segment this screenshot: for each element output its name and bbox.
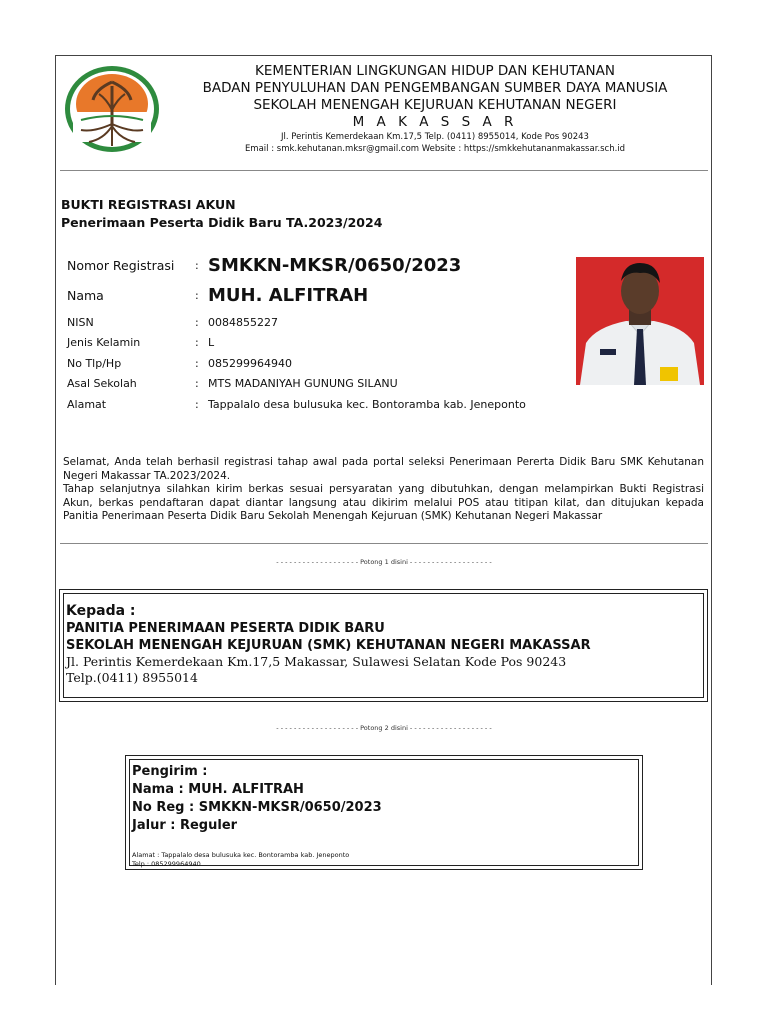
info-value: SMKKN-MKSR/0650/2023 xyxy=(208,254,462,276)
sender-address: Alamat : Tappalalo desa bulusuka kec. Bontoramba kab. Jeneponto xyxy=(132,851,350,859)
info-label: Nomor Registrasi xyxy=(67,257,175,273)
student-photo xyxy=(576,257,704,385)
recipient-school: SEKOLAH MENENGAH KEJURUAN (SMK) KEHUTANAN NEGERI MAKASSAR xyxy=(66,638,591,653)
info-row-address xyxy=(67,394,567,414)
school-contact: Email : smk.kehutanan.mksr@gmail.com Website : https://smkkehutananmakassar.sch.id xyxy=(244,144,626,154)
info-row-nisn xyxy=(67,312,567,332)
ministry-logo xyxy=(63,64,161,154)
info-value: 085299964940 xyxy=(208,356,292,370)
info-value: Tappalalo desa bulusuka kec. Bontoramba kab. Jeneponto xyxy=(208,397,526,411)
letterhead xyxy=(180,63,690,155)
info-value: MUH. ALFITRAH xyxy=(208,284,369,306)
agency-name: BADAN PENYULUHAN DAN PENGEMBANGAN SUMBER DAYA MANUSIA xyxy=(202,80,668,96)
info-colon: : xyxy=(195,258,199,272)
registration-info xyxy=(67,252,567,414)
recipient-phone: Telp.(0411) 8955014 xyxy=(66,670,198,685)
cut-line-1: - - - - - - - - - - - - - - - - - - - Potong 1 disini - - - - - - - - - - - - - - - - - - - xyxy=(276,558,492,566)
info-value: L xyxy=(208,336,215,349)
recipient-address: Jl. Perintis Kemerdekaan Km.17,5 Makassar, Sulawesi Selatan Kode Pos 90243 xyxy=(66,654,567,669)
sender-phone: Telp : 085299964940 xyxy=(132,860,201,868)
school-name: SEKOLAH MENENGAH KEJURUAN KEHUTANAN NEGERI xyxy=(253,97,617,113)
info-row-phone xyxy=(67,353,567,373)
info-label: Alamat xyxy=(67,397,107,411)
sender-path: Jalur : Reguler xyxy=(132,818,238,833)
info-colon: : xyxy=(195,315,199,329)
title-line-1: BUKTI REGISTRASI AKUN xyxy=(61,197,236,212)
header-divider xyxy=(60,170,708,171)
info-row-origin-school xyxy=(67,373,567,394)
city-name: M A K A S S A R xyxy=(352,114,518,130)
info-colon: : xyxy=(195,288,199,302)
info-row-registration-number xyxy=(67,252,567,278)
body-divider xyxy=(60,543,708,544)
info-colon: : xyxy=(195,336,199,349)
next-step-paragraph: Tahap selanjutnya silahkan kirim berkas sesuai persyaratan yang dibutuhkan, dengan melampirkan Bukti Registrasi Akun, berkas pendaftaran dapat diantar langsung atau dikirim melalui POS atau titipan kilat, dan ditujukan kepada Panitia Penerimaan Peserta Didik Baru Sekolah Menengah Kejuruan (SMK) Kehutanan Negeri Makassar xyxy=(63,483,704,522)
sender-heading: Pengirim : xyxy=(132,764,208,779)
recipient-heading: Kepada : xyxy=(66,603,136,619)
info-label: NISN xyxy=(67,315,94,329)
school-address: Jl. Perintis Kemerdekaan Km.17,5 Telp. (0411) 8955014, Kode Pos 90243 xyxy=(281,132,589,142)
info-label: No Tlp/Hp xyxy=(67,356,122,370)
instruction-text xyxy=(63,456,704,524)
recipient-box xyxy=(59,589,708,702)
info-label: Jenis Kelamin xyxy=(67,336,141,349)
document-title xyxy=(61,196,382,232)
cut-line-2: - - - - - - - - - - - - - - - - - - - Potong 2 disini - - - - - - - - - - - - - - - - - - - xyxy=(276,724,492,732)
info-value: MTS MADANIYAH GUNUNG SILANU xyxy=(208,377,398,390)
sender-box xyxy=(125,755,643,870)
ministry-name: KEMENTERIAN LINGKUNGAN HIDUP DAN KEHUTANAN xyxy=(255,63,615,79)
info-label: Asal Sekolah xyxy=(67,377,137,390)
congrats-paragraph: Selamat, Anda telah berhasil registrasi tahap awal pada portal seleksi Penerimaan Pererta Didik Baru SMK Kehutanan Negeri Makassar TA.2023/2024. xyxy=(63,456,704,482)
recipient-committee: PANITIA PENERIMAAN PESERTA DIDIK BARU xyxy=(66,621,385,636)
info-colon: : xyxy=(195,397,199,411)
info-row-gender xyxy=(67,332,567,353)
info-label: Nama xyxy=(67,287,104,303)
info-row-name xyxy=(67,278,567,312)
title-line-2: Penerimaan Peserta Didik Baru TA.2023/2024 xyxy=(61,215,383,230)
sender-registration: No Reg : SMKKN-MKSR/0650/2023 xyxy=(132,800,382,815)
info-value: 0084855227 xyxy=(208,315,278,329)
info-colon: : xyxy=(195,377,199,390)
sender-name: Nama : MUH. ALFITRAH xyxy=(132,782,304,797)
info-colon: : xyxy=(195,356,199,370)
